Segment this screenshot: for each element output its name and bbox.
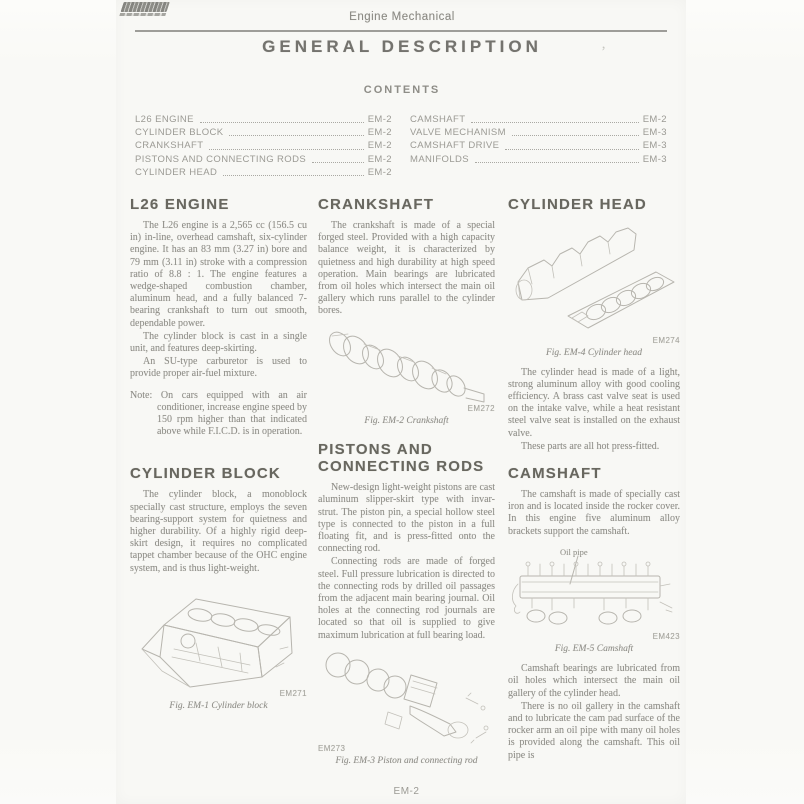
- toc-page: EM-2: [367, 166, 392, 178]
- heading-cylinder-block: CYLINDER BLOCK: [130, 465, 281, 483]
- header-rule: [135, 30, 667, 32]
- heading-pistons: PISTONS AND CONNECTING RODS: [318, 441, 485, 476]
- camshaft-paragraph-1: The camshaft is made of specially cast iron and is located inside the rocker cover. In this engine five aluminum alloy brackets support the camshaft.: [508, 488, 680, 537]
- column-right: [508, 196, 680, 763]
- cylinder-head-paragraph-1: The cylinder head is made of a light, strong aluminum alloy with good cooling efficiency. A brass cast valve seat is used on the intake valve, while a heat resistant steel valve seat is installed on the exhaust valve.: [508, 366, 680, 439]
- figure-cylinder-block: [130, 583, 307, 713]
- figure-caption: Fig. EM-2 Crankshaft: [364, 415, 449, 426]
- toc-page: EM-2: [367, 114, 392, 125]
- crankshaft-drawing-icon: [318, 326, 495, 406]
- toc-entry: [410, 126, 667, 139]
- pistons-paragraph-1: New-design light-weight pistons are cast aluminum slipper-skirt type with invar-strut. The piston pin, a special hollow steel type is connected to the piston in a full floating fit, and is press-fitted onto the connecting rod.: [318, 482, 495, 555]
- toc-entry: [135, 153, 392, 166]
- figure-crankshaft: [318, 326, 495, 428]
- dotted-leader: [209, 149, 363, 150]
- heading-crankshaft: CRANKSHAFT: [318, 196, 435, 213]
- piston-rod-drawing-icon: [318, 650, 495, 746]
- cylinder-head-paragraph-2: These parts are all hot press-fitted.: [521, 440, 660, 452]
- page-number: EM-2: [393, 786, 420, 797]
- toc-page: EM-2: [642, 114, 667, 125]
- toc-page: EM-2: [367, 127, 392, 139]
- toc-page: EM-3: [642, 127, 667, 139]
- camshaft-paragraph-3: There is no oil gallery in the camshaft and to lubricate the cam pad surface of the rocker arm an oil pipe with many oil holes is provided along the camshaft. This oil pipe is: [508, 700, 680, 761]
- chapter-title: Engine Mechanical: [349, 11, 455, 23]
- toc-label: MANIFOLDS: [410, 153, 470, 165]
- toc-label: PISTONS AND CONNECTING RODS: [135, 153, 307, 165]
- figure-camshaft: [508, 546, 680, 656]
- toc-page: EM-3: [642, 140, 667, 152]
- dotted-leader: [223, 175, 363, 176]
- heading-l26-engine: L26 ENGINE: [130, 196, 230, 213]
- crankshaft-paragraph: The crankshaft is made of a special forged steel. Provided with a high capacity balance weight, it is characterized by quietness and high durability at high speed operation. Main bearings are lubricated from oil holes which intersect the main oil gallery which runs parallel to the cylinder bores.: [318, 220, 495, 317]
- heading-camshaft: CAMSHAFT: [508, 464, 602, 482]
- contents-list: [135, 113, 667, 179]
- figure-piston: [318, 650, 495, 768]
- column-left: [130, 196, 307, 712]
- page-title: GENERAL DESCRIPTION: [262, 37, 542, 56]
- figure-caption: Fig. EM-3 Piston and connecting rod: [335, 755, 478, 766]
- cylinder-head-drawing-icon: [508, 220, 680, 338]
- oil-pipe-label: Oil pipe: [560, 546, 588, 557]
- camshaft-drawing-icon: [508, 546, 680, 634]
- cylinder-block-drawing-icon: [130, 583, 307, 691]
- dotted-leader: [475, 162, 639, 163]
- l26-note: Note: On cars equipped with an air conditioner, increase engine speed by 150 rpm higher than that indicated above while F.I.C.D. is in operation.: [130, 389, 307, 438]
- toc-label: CAMSHAFT: [410, 114, 466, 125]
- figure-id: EM274: [652, 336, 680, 345]
- toc-entry: [135, 139, 392, 152]
- camshaft-paragraph-2: Camshaft bearings are lubricated from oil holes which intersect the main oil gallery of the cylinder head.: [508, 663, 680, 699]
- figure-cylinder-head: [508, 220, 680, 360]
- toc-entry: [135, 126, 392, 139]
- contents-right-column: [410, 113, 667, 179]
- l26-paragraph-3: An SU-type carburetor is used to provide proper air-fuel mixture.: [130, 356, 307, 380]
- toc-page: EM-3: [642, 153, 667, 165]
- figure-caption: Fig. EM-4 Cylinder head: [545, 348, 643, 358]
- toc-entry: [410, 113, 667, 126]
- toc-entry: [410, 153, 667, 166]
- toc-label: CAMSHAFT DRIVE: [410, 140, 500, 152]
- contents-title: CONTENTS: [363, 84, 441, 96]
- heading-cylinder-head: CYLINDER HEAD: [508, 196, 647, 213]
- figure-caption: Fig. EM-5 Camshaft: [554, 643, 634, 654]
- figure-caption: Fig. EM-1 Cylinder block: [169, 700, 268, 711]
- figure-id: EM423: [652, 631, 680, 641]
- toc-entry: [135, 166, 392, 179]
- figure-id: EM271: [279, 688, 307, 698]
- contents-left-column: [135, 113, 392, 179]
- dotted-leader: [229, 135, 363, 136]
- dotted-leader: [512, 135, 639, 136]
- l26-paragraph-1: The L26 engine is a 2,565 cc (156.5 cu in) in-line, overhead camshaft, six-cylinder engine. It has an 83 mm (3.27 in) bore and 79 mm (3.11 in) stroke with a compression ratio of 8.8 : 1. The engine features a wedge-shaped combustion chamber, aluminum head, and a fully balanced 7-bearing crankshaft to turn out smooth, dependable power.: [130, 220, 307, 329]
- pistons-paragraph-2: Connecting rods are made of forged steel. Full pressure lubrication is directed to the connecting rods by drilled oil passages from the adjacent main bearing journal. Oil holes at the connecting rod journals are located so that oil is supplied to give maximum lubrication at full bearing load.: [318, 556, 495, 641]
- toc-label: CRANKSHAFT: [135, 140, 204, 152]
- dotted-leader: [505, 149, 638, 150]
- toc-entry: [410, 139, 667, 152]
- toc-page: EM-2: [367, 140, 392, 152]
- toc-label: CYLINDER HEAD: [135, 166, 218, 178]
- figure-id: EM272: [467, 403, 495, 413]
- dotted-leader: [200, 122, 364, 123]
- scan-artifact: ’: [601, 44, 606, 60]
- column-middle: [318, 196, 495, 767]
- dotted-leader: [471, 122, 638, 123]
- toc-label: CYLINDER BLOCK: [135, 127, 224, 139]
- figure-id: EM273: [318, 743, 346, 753]
- toc-label: VALVE MECHANISM: [410, 127, 506, 139]
- cylinder-block-paragraph: The cylinder block, a monoblock specially cast structure, employs the seven bearing-support system for quietness and higher durability. Of a highly rigid deep-skirt design, it requires no complicated tappet chamber because of the OHC engine system, and is thus light-weight.: [130, 489, 307, 574]
- toc-entry: [135, 113, 392, 126]
- l26-paragraph-2: The cylinder block is cast in a single unit, and features deep-skirting.: [130, 330, 307, 355]
- toc-page: EM-2: [367, 153, 392, 165]
- dotted-leader: [312, 162, 364, 163]
- toc-label: L26 ENGINE: [135, 114, 194, 125]
